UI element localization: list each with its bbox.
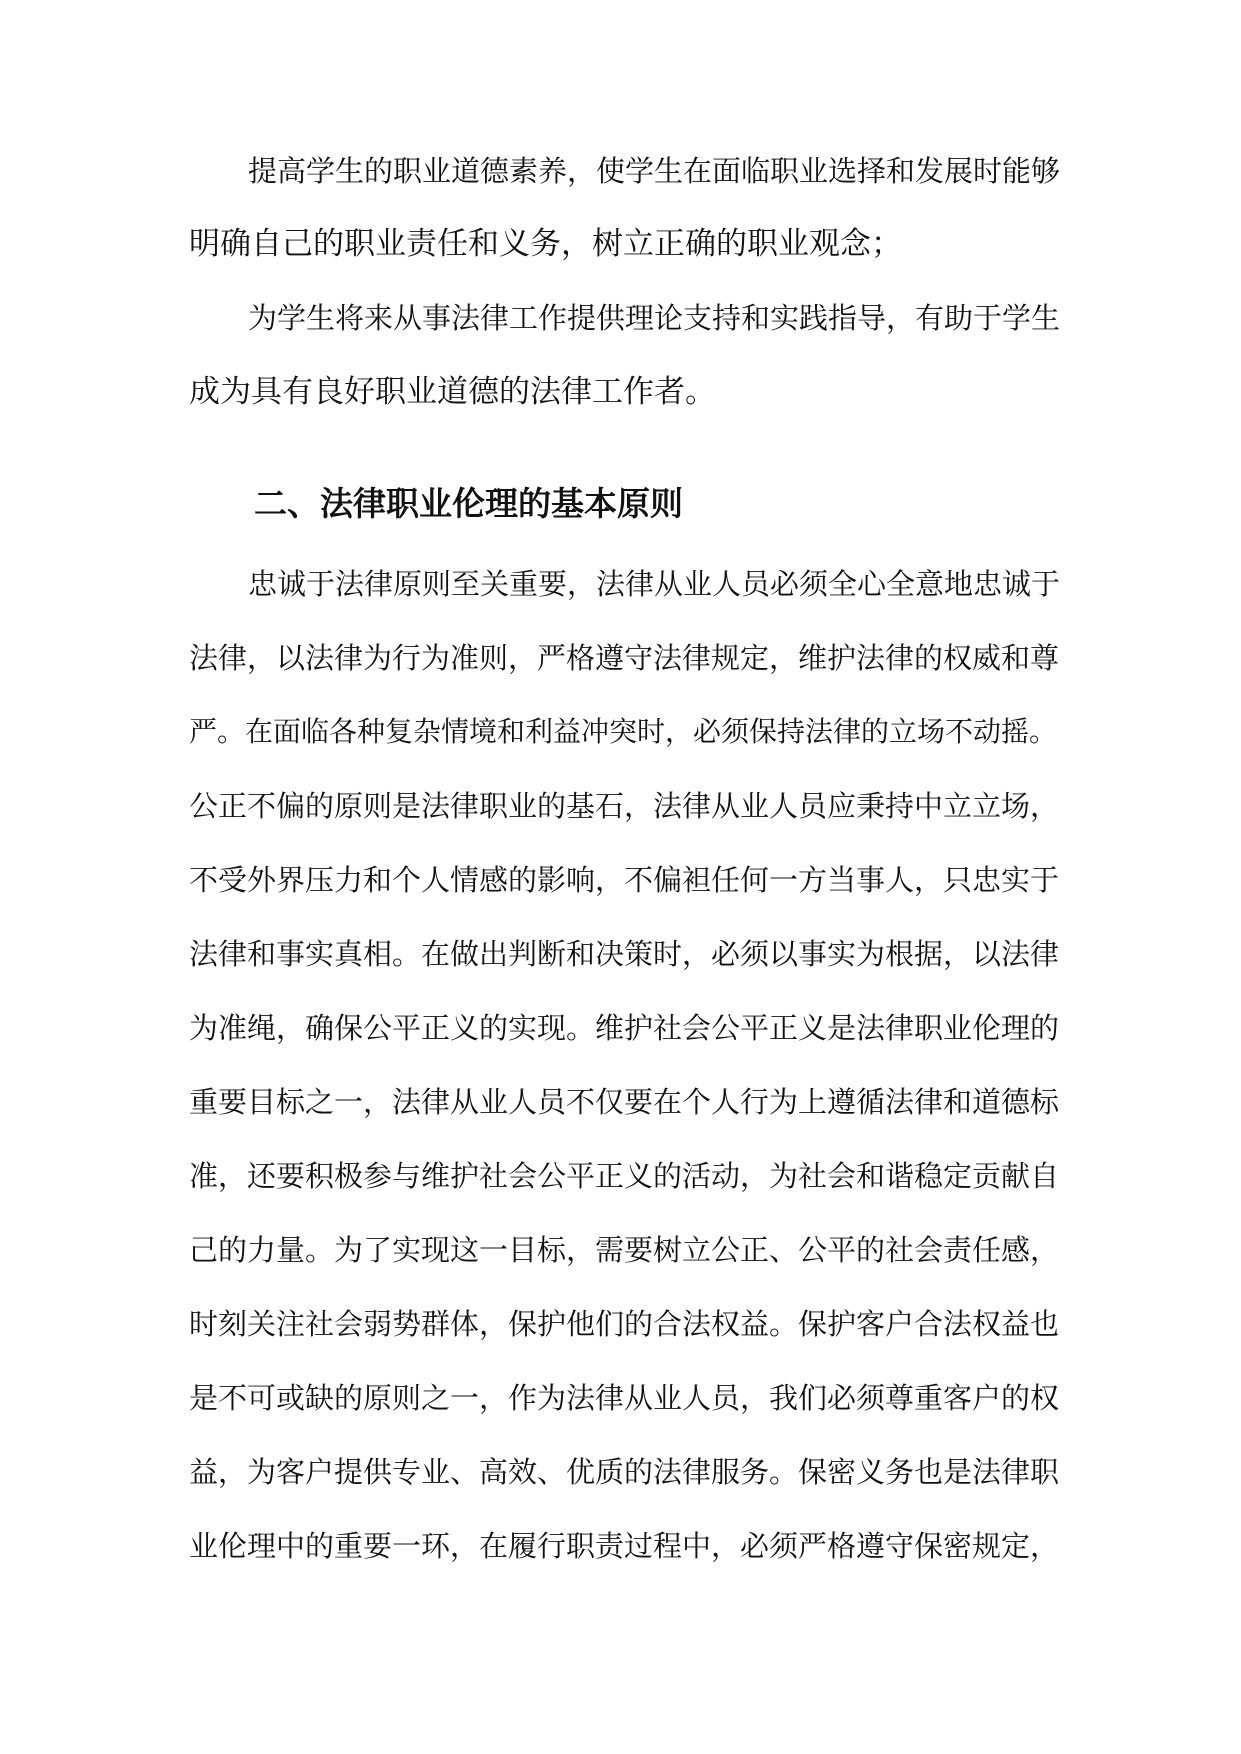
paragraph-3-line-13: 益，为客户提供专业、高效、优质的法律服务。保密义务也是法律职 [189, 1455, 1060, 1489]
paragraph-3-line-14: 业伦理中的重要一环，在履行职责过程中，必须严格遵守保密规定， [189, 1529, 1060, 1563]
paragraph-3-line-5: 不受外界压力和个人情感的影响，不偏袒任何一方当事人，只忠实于 [189, 863, 1060, 897]
paragraph-3-line-9: 准，还要积极参与维护社会公平正义的活动，为社会和谐稳定贡献自 [189, 1159, 1060, 1193]
paragraph-2-line-2: 成为具有良好职业道德的法律工作者。 [189, 374, 716, 410]
paragraph-3-line-2: 法律，以法律为行为准则，严格遵守法律规定，维护法律的权威和尊 [189, 641, 1060, 675]
paragraph-3-line-7: 为准绳，确保公平正义的实现。维护社会公平正义是法律职业伦理的 [189, 1011, 1060, 1045]
paragraph-2-line-1: 为学生将来从事法律工作提供理论支持和实践指导，有助于学生 [248, 301, 1061, 335]
paragraph-3-line-4: 公正不偏的原则是法律职业的基石，法律从业人员应秉持中立立场， [189, 789, 1060, 823]
paragraph-1-line-2: 明确自己的职业责任和义务，树立正确的职业观念； [189, 226, 902, 262]
paragraph-3-line-1: 忠诚于法律原则至关重要，法律从业人员必须全心全意地忠诚于 [248, 567, 1061, 601]
paragraph-1-line-1: 提高学生的职业道德素养，使学生在面临职业选择和发展时能够 [248, 154, 1061, 188]
paragraph-3-line-6: 法律和事实真相。在做出判断和决策时，必须以事实为根据，以法律 [189, 937, 1060, 971]
paragraph-3-line-10: 己的力量。为了实现这一目标，需要树立公正、公平的社会责任感， [189, 1233, 1060, 1267]
paragraph-3-line-11: 时刻关注社会弱势群体，保护他们的合法权益。保护客户合法权益也 [189, 1307, 1060, 1341]
paragraph-3-line-12: 是不可或缺的原则之一，作为法律从业人员，我们必须尊重客户的权 [189, 1381, 1060, 1415]
section-heading: 二、法律职业伦理的基本原则 [254, 484, 683, 523]
paragraph-3-line-3: 严。在面临各种复杂情境和利益冲突时，必须保持法律的立场不动摇。 [189, 715, 1058, 748]
paragraph-3-line-8: 重要目标之一，法律从业人员不仅要在个人行为上遵循法律和道德标 [189, 1085, 1060, 1119]
